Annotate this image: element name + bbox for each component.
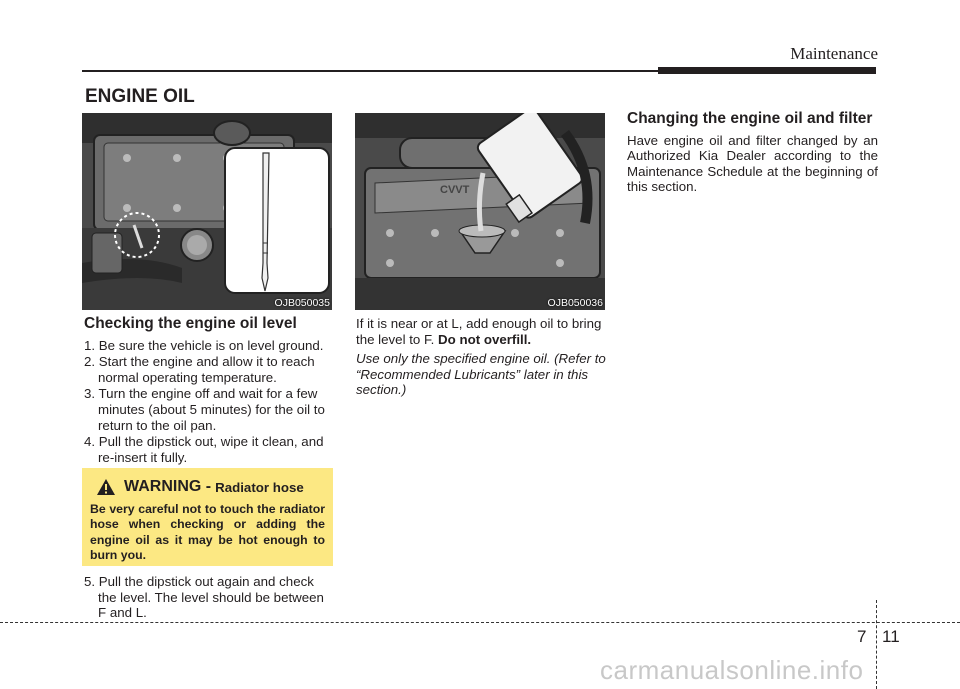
engine-dipstick-illustration	[82, 113, 332, 310]
footer-page-divider	[876, 600, 877, 689]
checking-oil-section-continued	[84, 574, 334, 622]
changing-oil-text: Have engine oil and filter changed by an Authorized Kia Dealer according to the Maintenance Schedule at the beginning of this section.	[627, 132, 878, 195]
page-heading: ENGINE OIL	[85, 86, 195, 107]
oil-level-instruction: If it is near or at L, add enough oil to bring the level to F.	[356, 316, 602, 347]
section-title: Maintenance	[790, 44, 878, 63]
oil-filling-illustration	[355, 113, 605, 310]
figure-caption: OJB050036	[547, 297, 603, 309]
section-subheading: Checking the engine oil level	[84, 315, 297, 332]
oil-level-text	[356, 316, 606, 347]
chapter-number: 7	[857, 627, 867, 646]
instruction-step: 5. Pull the dipstick out again and check the level. The level should be between F and L.	[84, 574, 324, 621]
section-subheading: Changing the engine oil and filter	[627, 110, 873, 127]
header-rule-accent	[658, 67, 876, 74]
checking-oil-section	[84, 316, 334, 466]
warning-label: WARNING -	[124, 478, 212, 495]
svg-text:CVVT: CVVT	[440, 184, 470, 196]
warning-title	[96, 478, 325, 496]
changing-oil-section	[627, 111, 878, 195]
instruction-step: 4. Pull the dipstick out, wipe it clean, and re-insert it fully.	[84, 434, 324, 465]
instruction-step: 3. Turn the engine off and wait for a few minutes (about 5 minutes) for the oil to return to the oil pan.	[84, 386, 325, 433]
overfill-warning: Do not overfill.	[438, 331, 532, 347]
oil-level-section	[356, 316, 606, 398]
instruction-step: 1. Be sure the vehicle is on level ground.	[84, 337, 324, 353]
footer-divider	[0, 622, 960, 623]
header-rule	[82, 70, 658, 72]
warning-box	[82, 468, 333, 566]
warning-triangle-icon	[96, 478, 116, 496]
dipstick-figure	[82, 113, 332, 310]
warning-text: Be very careful not to touch the radiator hose when checking or adding the engine oil as it may be hot enough to burn you.	[90, 502, 325, 562]
figure-caption: OJB050035	[274, 297, 330, 309]
watermark: carmanualsonline.info	[600, 655, 864, 685]
warning-topic: Radiator hose	[215, 479, 304, 495]
lubricant-note: Use only the specified engine oil. (Refer to “Recommended Lubricants” later in this section.)	[356, 351, 606, 398]
page-number: 11	[882, 627, 900, 646]
instruction-step: 2. Start the engine and allow it to reach normal operating temperature.	[84, 354, 315, 385]
oil-filling-figure	[355, 113, 605, 310]
